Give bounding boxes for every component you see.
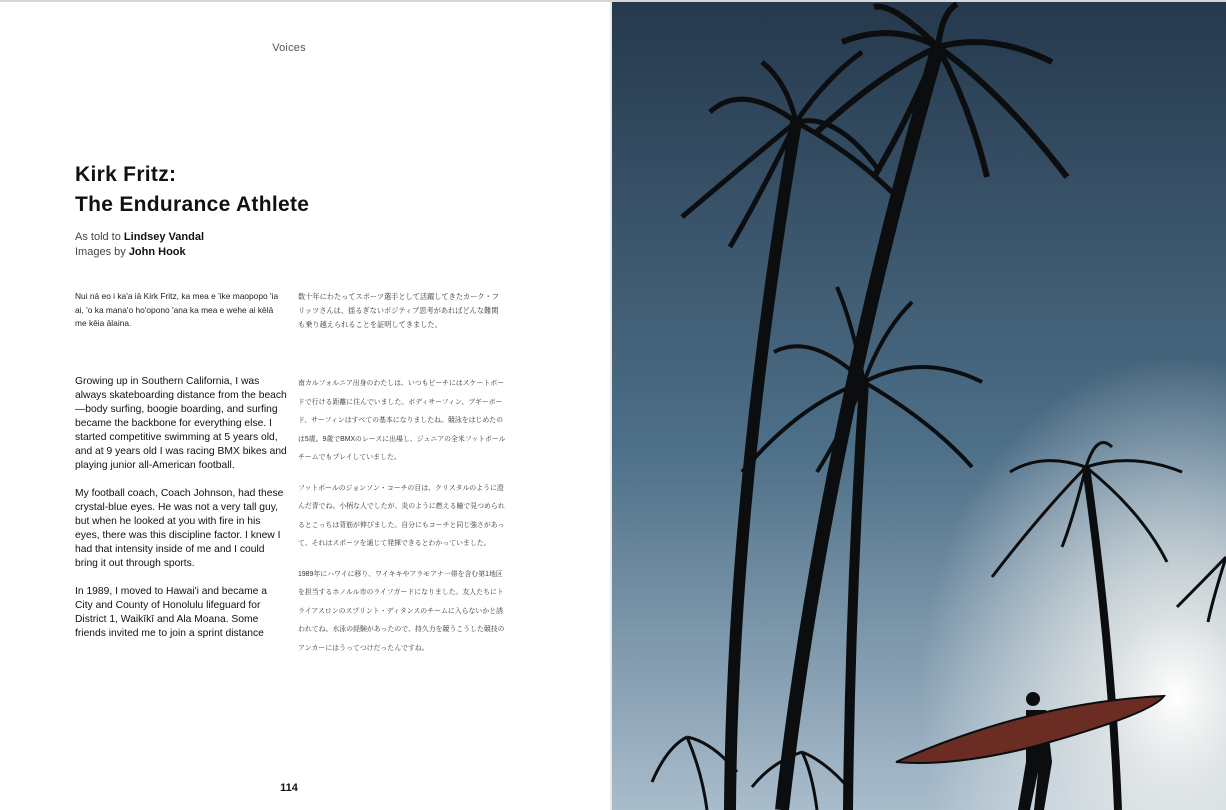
body-jp-paragraph: 1989年にハワイに移り、ワイキキやアラモアナ一帯を含む第1地区を担当するホノルル市のライフガードになりました。友人たちにトライアスロンのスプリント・ディタンスのチームに入らないかと誘われてね。水泳の経験があったので、持久力を競うこうした競技のアンカーにはうってつけだったんですね。 bbox=[298, 570, 505, 652]
body-english bbox=[75, 375, 287, 641]
section-label: Voices bbox=[272, 42, 306, 54]
palm-trees-photo bbox=[612, 2, 1226, 810]
told-to-prefix: As told to bbox=[75, 231, 121, 243]
told-to-line bbox=[75, 230, 204, 245]
body-en-paragraph: Growing up in Southern California, I was always skateboarding distance from the beach—body surfing, boogie boarding, and surfing became the backbone for everything else. I started competitive swimming at 5 years old, and at 9 years old I was racing BMX bikes and playing junior all-American football. bbox=[75, 376, 287, 471]
images-by-prefix: Images by bbox=[75, 246, 126, 258]
page-number: 114 bbox=[280, 782, 298, 794]
body-en-paragraph: My football coach, Coach Johnson, had these crystal-blue eyes. He was not a very tall guy, but when he looked at you with fire in his eyes, there was this discipline factor. I knew I had that intensity inside of me and I could bring it out through sports. bbox=[75, 488, 284, 569]
body-japanese bbox=[298, 375, 506, 658]
body-en-paragraph: In 1989, I moved to Hawai'i and became a City and County of Honolulu lifeguard for District 1, Waikīkī and Ala Moana. Some friends invited me to join a sprint distance bbox=[75, 586, 268, 639]
credits bbox=[75, 230, 204, 260]
article-title bbox=[75, 160, 309, 220]
author-name: Lindsey Vandal bbox=[123, 231, 205, 243]
photographer-name: John Hook bbox=[128, 246, 186, 258]
left-page bbox=[0, 2, 612, 810]
intro-japanese: 数十年にわたってスポーツ選手として活躍してきたカーク・フリッツさんは、揺るぎないポジティブ思考があればどんな難関も乗り越えられることを証明してきました。 bbox=[298, 292, 499, 329]
images-by-line bbox=[75, 245, 204, 260]
body-jp-paragraph: フットボールのジョンソン・コーチの目は、クリスタルのように澄んだ青でね。小柄な人でしたが、炎のように燃える瞳で見つめられるとこっちは背筋が伸びました。自分にもコーチと同じ強さがあって、それはスポーツを通じて発揮できるとわかっていました。 bbox=[298, 484, 505, 547]
title-line-1: Kirk Fritz: bbox=[75, 163, 177, 186]
intro-hawaiian: Nui nā eo i ka'a iā Kirk Fritz, ka mea e 'ike maopopo 'ia ai, 'o ka mana'o ho'opono 'ana ka mea e wehe ai kēlā me kēia ālaina. bbox=[75, 291, 279, 328]
surfer-head bbox=[1026, 692, 1040, 706]
title-line-2: The Endurance Athlete bbox=[75, 193, 310, 216]
body-jp-paragraph: 南カルフォルニア出身のわたしは、いつもビーチにはスケートボードで行ける距離に住んでいました。ボディサーフィン、ブギーボード、サーフィンはすべての基本になりましたね。競泳をはじめたのは5歳。9歳でBMXのレースに出場し、ジュニアの全米フットボールチームでもプレイしていました。 bbox=[298, 380, 506, 461]
